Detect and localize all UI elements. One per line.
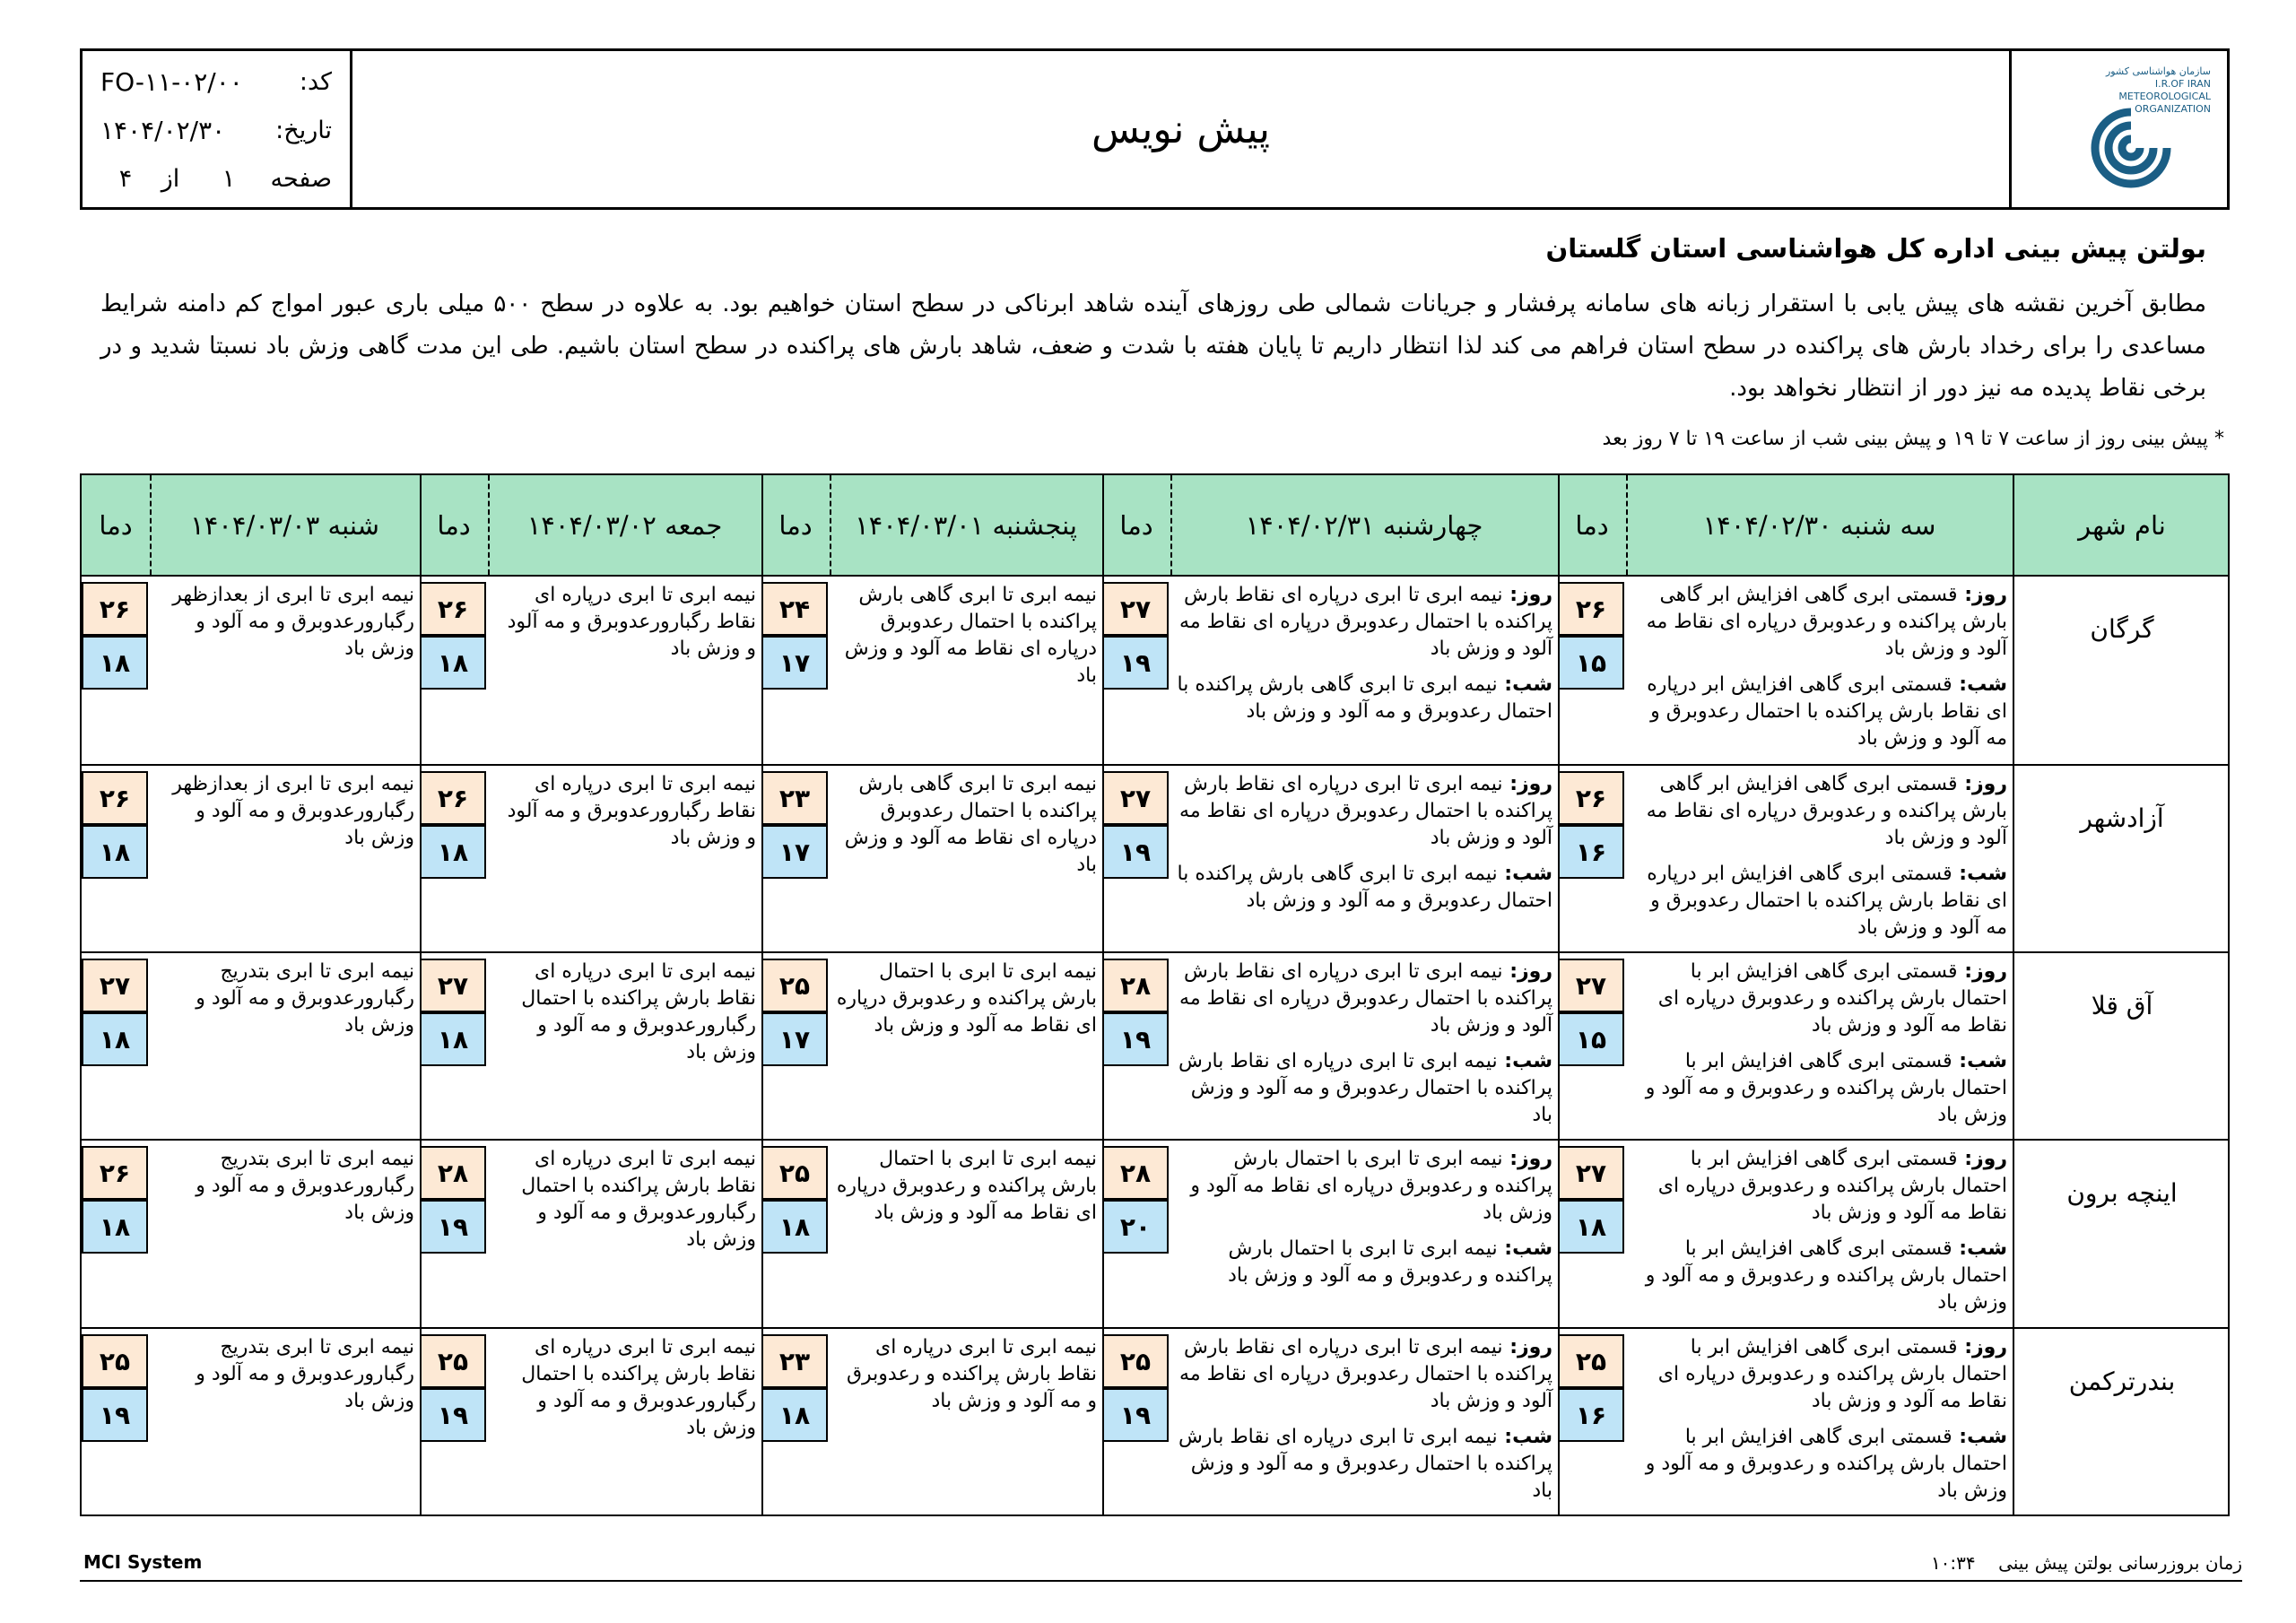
min-temp: ۱۹	[1102, 636, 1169, 690]
temp-header-3: دما	[778, 509, 813, 541]
max-temp: ۲۸	[1102, 959, 1169, 1012]
max-temp: ۲۶	[420, 582, 486, 636]
night-forecast	[1176, 1424, 1552, 1505]
night-forecast	[1631, 672, 2007, 752]
day-text: قسمتی ابری گاهی افزایش ابر با احتمال بارش پراکنده و رعدوبرق درپاره ای نقاط مه آلود و وزش باد	[1657, 1336, 2007, 1412]
max-temp: ۲۶	[1558, 771, 1624, 825]
day-text: نیمه ابری تا ابری درپاره ای نقاط بارش پراکنده با احتمال رعدوبرق درپاره ای نقاط مه آلود و وزش باد	[1179, 1336, 1552, 1412]
min-temp: ۱۶	[1558, 825, 1624, 879]
min-temp: ۱۸	[420, 825, 486, 879]
row-divider	[82, 951, 2228, 953]
temp-header-1: دما	[1575, 509, 1609, 541]
day-header-3: پنجشنبه ۱۴۰۴/۰۳/۰۱	[855, 509, 1077, 541]
min-temp: ۱۹	[420, 1200, 486, 1254]
min-temp: ۱۹	[1102, 825, 1169, 879]
max-temp: ۲۶	[1558, 582, 1624, 636]
max-temp: ۲۵	[82, 1334, 148, 1388]
day-header-4: جمعه ۱۴۰۴/۰۳/۰۲	[526, 509, 723, 541]
min-temp: ۱۵	[1558, 1012, 1624, 1066]
day-label: روز:	[1502, 960, 1552, 983]
night-forecast	[1176, 1236, 1552, 1289]
day-forecast: نیمه ابری تا ابری با احتمال بارش پراکنده و رعدوبرق درپاره ای نقاط مه آلود و وزش باد	[836, 960, 1097, 1037]
max-temp: ۲۷	[1558, 1146, 1624, 1200]
min-temp: ۱۸	[761, 1200, 828, 1254]
max-temp: ۲۶	[82, 771, 148, 825]
night-text: نیمه ابری تا ابری گاهی بارش پراکنده با احتمال رعدوبرق و مه آلود و وزش باد	[1177, 673, 1552, 723]
night-label: شب:	[1497, 1237, 1552, 1260]
day-forecast: نیمه ابری تا ابری درپاره ای نقاط رگبارورعدوبرق و مه آلود و وزش باد	[507, 773, 756, 849]
day-forecast	[1631, 1146, 2007, 1227]
day-forecast	[1631, 959, 2007, 1039]
footer-system: MCI System	[83, 1551, 203, 1573]
date-value: ۱۴۰۴/۰۲/۳۰	[100, 115, 226, 145]
min-temp: ۱۹	[420, 1388, 486, 1442]
row-divider	[82, 1327, 2228, 1329]
max-temp: ۲۷	[1102, 582, 1169, 636]
day-forecast	[1176, 582, 1552, 663]
city-name: اینچه برون	[2066, 1177, 2178, 1208]
city-name: آق قلا	[2091, 990, 2153, 1020]
max-temp: ۲۳	[761, 1334, 828, 1388]
forecast-table	[80, 473, 2230, 1516]
footer-update	[1931, 1552, 2242, 1574]
max-temp: ۲۶	[82, 1146, 148, 1200]
max-temp: ۲۶	[82, 582, 148, 636]
min-temp: ۱۷	[761, 825, 828, 879]
organization-logo	[2009, 51, 2227, 207]
night-label: شب:	[1952, 1050, 2007, 1072]
day-text: قسمتی ابری گاهی افزایش ابر گاهی بارش پراکنده و رعدوبرق درپاره ای نقاط مه آلود و وزش باد	[1646, 773, 2007, 849]
day-forecast: نیمه ابری تا ابری درپاره ای نقاط بارش پراکنده با احتمال رگبارورعدوبرق و مه آلود و وزش باد	[521, 1336, 756, 1439]
day-forecast: نیمه ابری تا ابری درپاره ای نقاط بارش پراکنده با احتمال رگبارورعدوبرق و مه آلود و وزش باد	[521, 1148, 756, 1251]
min-temp: ۱۸	[761, 1388, 828, 1442]
day-forecast	[1631, 771, 2007, 852]
max-temp: ۲۵	[1558, 1334, 1624, 1388]
min-temp: ۱۸	[82, 1012, 148, 1066]
page-row	[100, 161, 332, 196]
day-forecast	[1176, 1146, 1552, 1227]
day-forecast: نیمه ابری تا ابری گاهی بارش پراکنده با احتمال رعدوبرق درپاره ای نقاط مه آلود و وزش باد	[844, 773, 1097, 876]
temp-header-4: دما	[437, 509, 471, 541]
day-text: نیمه ابری تا ابری درپاره ای نقاط بارش پراکنده با احتمال رعدوبرق درپاره ای نقاط مه آلود و وزش باد	[1179, 773, 1552, 849]
max-temp: ۲۷	[420, 959, 486, 1012]
document-meta	[83, 51, 352, 207]
footer-update-label: زمان بروزرسانی بولتن پیش بینی	[1998, 1552, 2242, 1574]
page-title: پیش نویس	[1091, 106, 1270, 152]
city-name: گرگان	[2090, 613, 2154, 644]
city-header: نام شهر	[2078, 509, 2166, 541]
row-divider	[82, 575, 2228, 577]
night-label: شب:	[1952, 863, 2007, 885]
day-forecast: نیمه ابری تا ابری از بعدازظهر رگبارورعدوبرق و مه آلود و وزش باد	[172, 773, 414, 849]
footer-divider	[80, 1580, 2242, 1582]
day-header-2: چهارشنبه ۱۴۰۴/۰۲/۳۱	[1245, 509, 1483, 541]
night-forecast	[1176, 861, 1552, 915]
day-label: روز:	[1502, 584, 1552, 606]
min-temp: ۱۸	[82, 825, 148, 879]
day-forecast: نیمه ابری تا ابری درپاره ای نقاط رگبارورعدوبرق و مه آلود و وزش باد	[507, 584, 756, 660]
min-temp: ۱۸	[82, 636, 148, 690]
page-of: از	[161, 164, 180, 193]
day-text: قسمتی ابری گاهی افزایش ابر با احتمال بارش پراکنده و رعدوبرق درپاره ای نقاط مه آلود و وزش باد	[1657, 960, 2007, 1037]
day-text: نیمه ابری تا ابری درپاره ای نقاط بارش پراکنده با احتمال رعدوبرق درپاره ای نقاط مه آلود و وزش باد	[1179, 960, 1552, 1037]
bulletin-title: بولتن پیش بینی اداره کل هواشناسی استان گلستان	[1545, 233, 2206, 264]
night-label: شب:	[1497, 1426, 1552, 1448]
page-label: صفحه	[270, 164, 332, 193]
date-row	[100, 112, 332, 148]
day-forecast: نیمه ابری تا ابری گاهی بارش پراکنده با احتمال رعدوبرق درپاره ای نقاط مه آلود و وزش باد	[844, 584, 1097, 687]
day-header-5: شنبه ۱۴۰۴/۰۳/۰۳	[190, 509, 379, 541]
night-text: قسمتی ابری گاهی افزایش ابر درپاره ای نقاط بارش پراکنده با احتمال رعدوبرق و مه آلود و وزش باد	[1647, 673, 2007, 750]
page-total: ۴	[118, 164, 133, 193]
max-temp: ۲۸	[420, 1146, 486, 1200]
night-label: شب:	[1952, 1237, 2007, 1260]
day-forecast	[1176, 1334, 1552, 1415]
night-forecast	[1631, 1236, 2007, 1316]
night-text: قسمتی ابری گاهی افزایش ابر درپاره ای نقاط بارش پراکنده با احتمال رعدوبرق و مه آلود و وزش باد	[1647, 863, 2007, 939]
day-label: روز:	[1957, 1336, 2007, 1358]
min-temp: ۱۶	[1558, 1388, 1624, 1442]
day-forecast: نیمه ابری تا ابری بتدریج رگبارورعدوبرق و مه آلود و وزش باد	[196, 1148, 414, 1224]
night-text: نیمه ابری تا ابری با احتمال بارش پراکنده و رعدوبرق و مه آلود و وزش باد	[1228, 1237, 1552, 1287]
document-header	[80, 48, 2230, 210]
min-temp: ۱۹	[82, 1388, 148, 1442]
night-text: قسمتی ابری گاهی افزایش ابر با احتمال بارش پراکنده و رعدوبرق و مه آلود و وزش باد	[1645, 1237, 2007, 1314]
day-label: روز:	[1502, 1148, 1552, 1170]
code-label: کد:	[299, 67, 332, 96]
footer-update-time: ۱۰:۳۴	[1930, 1552, 1976, 1574]
day-header-1: سه شنبه ۱۴۰۴/۰۲/۳۰	[1702, 509, 1936, 541]
min-temp: ۱۹	[1102, 1388, 1169, 1442]
row-divider	[82, 1139, 2228, 1141]
max-temp: ۲۵	[761, 959, 828, 1012]
temp-header-5: دما	[99, 509, 133, 541]
city-name: بندرترکمن	[2068, 1366, 2176, 1396]
page-number: ۱	[222, 164, 236, 193]
night-forecast	[1631, 1424, 2007, 1505]
day-text: قسمتی ابری گاهی افزایش ابر با احتمال بارش پراکنده و رعدوبرق درپاره ای نقاط مه آلود و وزش باد	[1657, 1148, 2007, 1224]
min-temp: ۱۵	[1558, 636, 1624, 690]
min-temp: ۱۷	[761, 636, 828, 690]
max-temp: ۲۵	[1102, 1334, 1169, 1388]
logo-text: سازمان هواشناسی کشور I.R.OF IRAN METEOROLOGICAL ORGANIZATION	[2105, 65, 2211, 115]
min-temp: ۱۹	[1102, 1012, 1169, 1066]
day-forecast: نیمه ابری تا ابری با احتمال بارش پراکنده و رعدوبرق درپاره ای نقاط مه آلود و وزش باد	[836, 1148, 1097, 1224]
day-label: روز:	[1502, 773, 1552, 795]
min-temp: ۱۸	[420, 1012, 486, 1066]
max-temp: ۲۶	[420, 771, 486, 825]
max-temp: ۲۷	[1102, 771, 1169, 825]
night-label: شب:	[1952, 673, 2007, 696]
night-text: قسمتی ابری گاهی افزایش ابر با احتمال بارش پراکنده و رعدوبرق و مه آلود و وزش باد	[1645, 1050, 2007, 1126]
min-temp: ۱۸	[82, 1200, 148, 1254]
day-forecast	[1631, 1334, 2007, 1415]
max-temp: ۲۵	[761, 1146, 828, 1200]
day-forecast: نیمه ابری تا ابری درپاره ای نقاط بارش پراکنده با احتمال رگبارورعدوبرق و مه آلود و وزش باد	[521, 960, 756, 1063]
min-temp: ۱۸	[1558, 1200, 1624, 1254]
row-divider	[82, 764, 2228, 766]
day-text: نیمه ابری تا ابری با احتمال بارش پراکنده و رعدوبرق درپاره ای نقاط مه آلود و وزش باد	[1190, 1148, 1552, 1224]
day-text: نیمه ابری تا ابری درپاره ای نقاط بارش پراکنده با احتمال رعدوبرق درپاره ای نقاط مه آلود و وزش باد	[1179, 584, 1552, 660]
night-forecast	[1176, 672, 1552, 725]
night-forecast	[1176, 1048, 1552, 1129]
date-label: تاریخ:	[275, 116, 332, 144]
temp-header-2: دما	[1119, 509, 1153, 541]
night-label: شب:	[1497, 673, 1552, 696]
min-temp: ۱۸	[420, 636, 486, 690]
day-forecast	[1176, 771, 1552, 852]
max-temp: ۲۴	[761, 582, 828, 636]
day-label: روز:	[1957, 773, 2007, 795]
day-forecast: نیمه ابری تا ابری درپاره ای نقاط بارش پراکنده و رعدوبرق و مه آلود و وزش باد	[846, 1336, 1097, 1412]
night-label: شب:	[1497, 1050, 1552, 1072]
day-label: روز:	[1957, 1148, 2007, 1170]
day-forecast	[1631, 582, 2007, 663]
max-temp: ۲۳	[761, 771, 828, 825]
max-temp: ۲۷	[1558, 959, 1624, 1012]
night-label: شب:	[1952, 1426, 2007, 1448]
night-text: نیمه ابری تا ابری گاهی بارش پراکنده با احتمال رعدوبرق و مه آلود و وزش باد	[1177, 863, 1552, 912]
day-text: قسمتی ابری گاهی افزایش ابر گاهی بارش پراکنده و رعدوبرق درپاره ای نقاط مه آلود و وزش باد	[1646, 584, 2007, 660]
night-text: قسمتی ابری گاهی افزایش ابر با احتمال بارش پراکنده و رعدوبرق و مه آلود و وزش باد	[1645, 1426, 2007, 1502]
night-text: نیمه ابری تا ابری درپاره ای نقاط بارش پراکنده با احتمال رعدوبرق و مه آلود و وزش باد	[1178, 1426, 1552, 1502]
min-temp: ۱۷	[761, 1012, 828, 1066]
day-forecast: نیمه ابری تا ابری از بعدازظهر رگبارورعدوبرق و مه آلود و وزش باد	[172, 584, 414, 660]
day-forecast: نیمه ابری تا ابری بتدریج رگبارورعدوبرق و مه آلود و وزش باد	[196, 1336, 414, 1412]
forecast-note: * پیش بینی روز از ساعت ۷ تا ۱۹ و پیش بینی شب از ساعت ۱۹ تا ۷ روز بعد	[1602, 428, 2224, 450]
night-forecast	[1631, 1048, 2007, 1129]
day-label: روز:	[1957, 584, 2007, 606]
day-label: روز:	[1957, 960, 2007, 983]
day-forecast	[1176, 959, 1552, 1039]
max-temp: ۲۷	[82, 959, 148, 1012]
city-name: آزادشهر	[2080, 803, 2164, 833]
code-value: FO-۱۱-۰۲/۰۰	[100, 66, 243, 97]
night-text: نیمه ابری تا ابری درپاره ای نقاط بارش پراکنده با احتمال رعدوبرق و مه آلود و وزش باد	[1178, 1050, 1552, 1126]
code-row	[100, 64, 332, 100]
max-temp: ۲۸	[1102, 1146, 1169, 1200]
night-label: شب:	[1497, 863, 1552, 885]
min-temp: ۲۰	[1102, 1200, 1169, 1254]
day-forecast: نیمه ابری تا ابری بتدریج رگبارورعدوبرق و مه آلود و وزش باد	[196, 960, 414, 1037]
max-temp: ۲۵	[420, 1334, 486, 1388]
night-forecast	[1631, 861, 2007, 942]
day-label: روز:	[1502, 1336, 1552, 1358]
bulletin-body: مطابق آخرین نقشه های پیش یابی با استقرار زبانه های سامانه پرفشار و جریانات شمالی طی روزهای آینده شاهد ابرناکی در سطح استان خواهیم بود. به علاوه در سطح ۵۰۰ میلی باری عبور امواج کم دامنه شرایط مساعدی را برای رخداد بارش های پراکنده در سطح استان فراهم می کند لذا انتظار داریم تا پایان هفته با شدت و ضعف، شاهد بارش های پراکنده در سطح استان باشیم. طی این مدت گاهی وزش باد نسبتا شدید و در برخی نقاط پدیده مه نیز دور از انتظار نخواهد بود.	[100, 291, 2206, 402]
